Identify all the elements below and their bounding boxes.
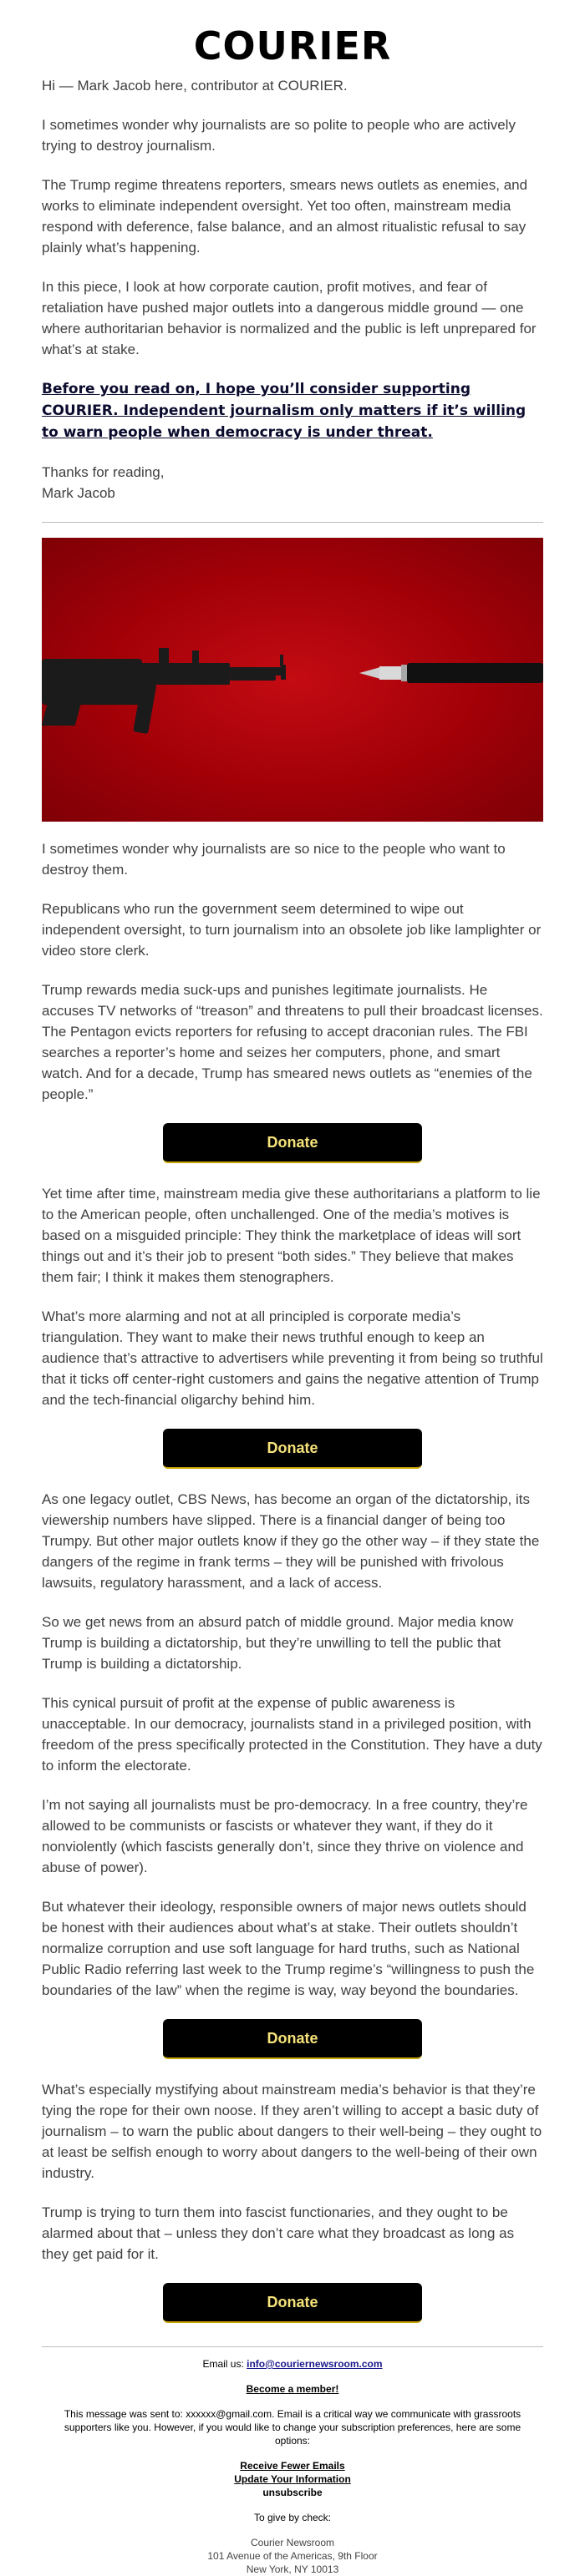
support-cta-link[interactable]: Before you read on, I hope you’ll consider supporting COURIER. Independent journalism only matters if it’s willing to warn people when democracy is under threat. [42,381,526,441]
email-label: Email us: [202,2358,244,2370]
article-paragraph: Yet time after time, mainstream media give these authoritarians a platform to lie to the American people, often unchallenged. One of the media’s motives is based on a misguided principle: They think the marketplace of ideas will sort things out and it’s their job to present “both sides.” They believe that makes them fair; I think it makes them stenographers. [42,1186,541,1285]
article-paragraph: What’s more alarming and not at all principled is corporate media’s triangulation. They want to make their news truthful enough to keep an audience that’s attractive to advertisers while preventing it from being so truthful that it ticks off center-right customers and gains the negative attention of Trump and the tech-financial oligarchy behind him. [42,1308,543,1408]
email-body [42,0,543,2576]
article-paragraph: Trump rewards media suck-ups and punishes legitimate journalists. He accuses TV networks of “treason” and threatens to pull their broadcast licenses. The Pentagon evicts reporters for refusing to accept draconian rules. The FBI searches a reporter’s home and seizes her computers, phone, and smart watch. And for a decade, Trump has smeared news outlets as “enemies of the people.” [42,982,543,1102]
rifle-icon [42,648,286,734]
article-paragraph: This cynical pursuit of profit at the expense of public awareness is unacceptable. In our democracy, journalists stand in a privileged position, with freedom of the press specifically protected in the Constitution. They have a duty to inform the electorate. [42,1695,542,1774]
donate-button[interactable]: Donate [163,1429,422,1469]
hero-image-rifle-vs-pen [42,538,543,822]
article-paragraph: I’m not saying all journalists must be pro-democracy. In a free country, they’re allowed to be communists or fascists or whatever they want, if they do it nonviolently (which fascists generally don’t, since they thrive on violence and abuse of power). [42,1797,528,1875]
signoff [42,462,543,504]
donate-button[interactable]: Donate [163,1123,422,1163]
contact-line [42,2357,543,2371]
greeting: Hi — Mark Jacob here, contributor at COURIER. [42,78,348,94]
address-line: New York, NY 10013 [246,2563,339,2575]
article-paragraph: I sometimes wonder why journalists are so nice to the people who want to destroy them. [42,841,506,878]
unsubscribe-link[interactable]: unsubscribe [262,2487,323,2498]
divider [42,522,543,523]
rifle-vs-pen-illustration [42,538,543,822]
article-paragraph: As one legacy outlet, CBS News, has become an organ of the dictatorship, its viewership numbers have slipped. There is a financial danger of being too Trumpy. But other major outlets know if they go the other way – if they state the dangers of the regime in frank terms – they will be punished with frivolous lawsuits, regulatory harassment, and a lack of access. [42,1491,540,1591]
address-line: 101 Avenue of the Americas, 9th Floor [207,2550,378,2562]
intro-paragraph: The Trump regime threatens reporters, smears news outlets as enemies, and works to eliminate independent oversight. Yet too often, mainstream media respond with deference, false balance, and an almost ritualistic refusal to say plainly what’s happening. [42,177,528,256]
receive-fewer-emails-link[interactable]: Receive Fewer Emails [240,2460,345,2472]
article-paragraph: But whatever their ideology, responsible owners of major news outlets should be honest with their audiences about what’s at stake. Their outlets shouldn’t normalize corruption and use soft language for hard truths, such as National Public Radio referring last week to the Trump regime’s “willingness to push the boundaries of the law” when the regime is way, way beyond the boundaries. [42,1899,535,1998]
contact-email-link[interactable]: info@couriernewsroom.com [247,2358,383,2370]
donate-button[interactable]: Donate [163,2019,422,2059]
intro-paragraph: I sometimes wonder why journalists are so polite to people who are actively trying to destroy journalism. [42,117,516,154]
pen-icon [359,663,543,683]
address-line: Courier Newsroom [250,2537,335,2548]
become-member-link[interactable]: Become a member! [246,2383,339,2395]
donate-button[interactable]: Donate [163,2283,422,2323]
signoff-author: Mark Jacob [42,485,115,501]
article-paragraph: Trump is trying to turn them into fascist functionaries, and they ought to be alarmed about that – unless they don’t care what they broadcast as long as they get paid for it. [42,2204,515,2262]
courier-logo[interactable]: COURIER [193,23,392,68]
intro-paragraph: In this piece, I look at how corporate caution, profit motives, and fear of retaliation have pushed major outlets into a dangerous middle ground — one where authoritarian behavior is normalized and the public is left unprepared for what’s at stake. [42,279,537,357]
signoff-thanks: Thanks for reading, [42,464,165,480]
footer [42,2347,543,2576]
check-label: To give by check: [253,2512,332,2523]
article-paragraph: What’s especially mystifying about mainstream media’s behavior is that they’re tying the rope for their own noose. If they aren’t willing to accept a basic duty of journalism – to warn the public about dangers to their well-being – they ought to at least be selfish enough to worry about dangers to the well-being of their own industry. [42,2082,542,2181]
update-info-link[interactable]: Update Your Information [234,2473,351,2485]
intro-section [42,75,543,504]
article-paragraph: So we get news from an absurd patch of middle ground. Major media know Trump is building a dictatorship, but they’re unwilling to tell the public that Trump is building a dictatorship. [42,1614,514,1672]
subscription-notice: This message was sent to: xxxxxx@gmail.com. Email is a critical way we communicate with grassroots supporters like you. However, if you would like to change your subscription preferences, here are some options: [64,2408,521,2447]
article-body [42,838,543,2323]
article-paragraph: Republicans who run the government seem determined to wipe out independent oversight, to turn journalism into an obsolete job like lamplighter or video store clerk. [42,901,542,959]
